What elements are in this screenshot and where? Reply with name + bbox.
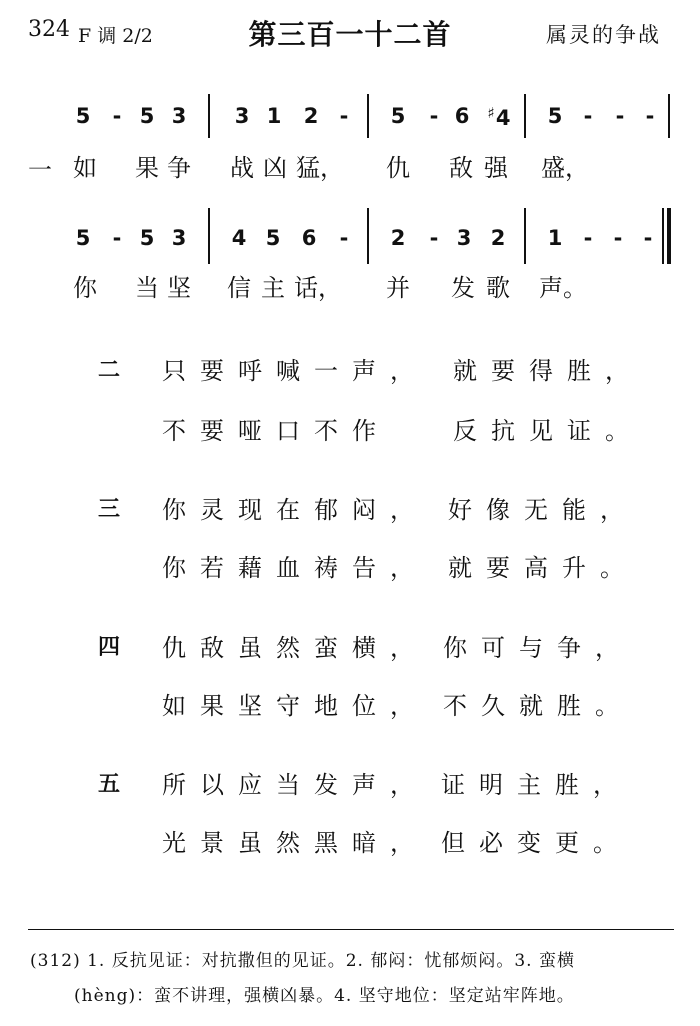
key-time-signature: F 调 2/2 — [78, 25, 153, 47]
bar-line — [367, 208, 369, 264]
lyric: 主 — [261, 274, 285, 302]
lyric: 你 — [73, 274, 97, 302]
note: - — [339, 104, 349, 128]
lyric: 歌 — [486, 274, 510, 302]
final-bar-thick — [667, 208, 671, 264]
note: - — [112, 226, 122, 250]
sharp-accidental: ♯ — [487, 104, 495, 122]
note: 5 — [390, 104, 406, 128]
verse-number: 二 — [98, 358, 121, 383]
verse-line: 所以应当发声， — [162, 771, 428, 799]
verse-line: 不久就胜。 — [443, 692, 633, 720]
note: 5 — [265, 226, 281, 250]
verse-number: 五 — [98, 772, 121, 797]
lyric: 强 — [484, 154, 508, 182]
hymn-title: 第三百一十二首 — [248, 18, 452, 51]
lyric: 坚 — [167, 274, 191, 302]
note: - — [429, 226, 439, 250]
lyric: 发 — [451, 274, 475, 302]
note: 3 — [234, 104, 250, 128]
lyrics-row-2 — [0, 268, 700, 302]
note: 6 — [301, 226, 317, 250]
lyrics-row-1 — [0, 148, 700, 182]
verse-line: 就要得胜， — [453, 357, 643, 385]
note: - — [339, 226, 349, 250]
note: 5 — [139, 226, 155, 250]
note: 1 — [266, 104, 282, 128]
verse-line: 就要高升。 — [448, 554, 638, 582]
final-bar-thin — [662, 208, 664, 264]
bar-line — [668, 94, 670, 138]
note: 5 — [75, 226, 91, 250]
note: 4 — [231, 226, 247, 250]
lyric: 争 — [167, 154, 191, 182]
lyric: 果 — [135, 154, 159, 182]
score-row-1 — [0, 100, 700, 136]
bar-line — [367, 94, 369, 138]
verse-number: 三 — [98, 497, 121, 522]
lyric: 信 — [227, 274, 251, 302]
bar-line — [208, 94, 210, 138]
note: - — [613, 226, 623, 250]
hymn-category: 属灵的争战 — [546, 23, 661, 47]
note: - — [429, 104, 439, 128]
footnote-divider — [28, 929, 674, 930]
lyric: 凶 — [263, 154, 287, 182]
footnote-line: (312) 1. 反抗见证：对抗撒但的见证。2. 郁闷：忧郁烦闷。3. 蛮横 — [30, 951, 575, 971]
verse-line: 好像无能， — [448, 496, 638, 524]
note: - — [643, 226, 653, 250]
note: 6 — [454, 104, 470, 128]
verse-line: 你可与争， — [443, 634, 633, 662]
verse-line: 仇敌虽然蛮横， — [162, 634, 428, 662]
lyric: 敌 — [449, 154, 473, 182]
verse-line: 你灵现在郁闷， — [162, 496, 428, 524]
bar-line — [524, 94, 526, 138]
score-row-2 — [0, 222, 700, 258]
note: - — [615, 104, 625, 128]
verse-line: 反抗见证。 — [453, 417, 643, 445]
note: 5 — [139, 104, 155, 128]
verse-line: 但必变更。 — [441, 829, 631, 857]
lyric: 话， — [294, 274, 342, 302]
lyric: 并 — [386, 274, 410, 302]
verse-line: 如果坚守地位， — [162, 692, 428, 720]
note: 3 — [171, 226, 187, 250]
verse-line: 证明主胜， — [441, 771, 631, 799]
lyric: 猛， — [296, 154, 344, 182]
verse-number: 一 — [28, 156, 52, 184]
lyric: 如 — [73, 154, 97, 182]
verse-line: 光景虽然黑暗， — [162, 829, 428, 857]
footnote-line: (hèng)：蛮不讲理，强横凶暴。4. 坚守地位：坚定站牢阵地。 — [74, 986, 575, 1006]
note: 2 — [390, 226, 406, 250]
note: 3 — [456, 226, 472, 250]
note: 1 — [547, 226, 563, 250]
verse-number: 四 — [98, 635, 121, 660]
lyric: 声。 — [539, 274, 587, 302]
lyric: 当 — [135, 274, 159, 302]
verse-line: 只要呼喊一声， — [162, 357, 428, 385]
lyric: 战 — [230, 154, 254, 182]
note: - — [583, 104, 593, 128]
note: - — [645, 104, 655, 128]
note: - — [112, 104, 122, 128]
lyric: 盛， — [541, 154, 589, 182]
note: 2 — [490, 226, 506, 250]
bar-line — [524, 208, 526, 264]
lyric: 仇 — [386, 154, 410, 182]
note: 3 — [171, 104, 187, 128]
verse-line: 不要哑口不作 — [162, 417, 390, 445]
note: 5 — [75, 104, 91, 128]
hymn-number: 324 — [28, 17, 70, 42]
verse-line: 你若藉血祷告， — [162, 554, 428, 582]
note: - — [583, 226, 593, 250]
note: 5 — [547, 104, 563, 128]
note-sharp: ♯4 — [487, 104, 511, 130]
bar-line — [208, 208, 210, 264]
note: 2 — [303, 104, 319, 128]
